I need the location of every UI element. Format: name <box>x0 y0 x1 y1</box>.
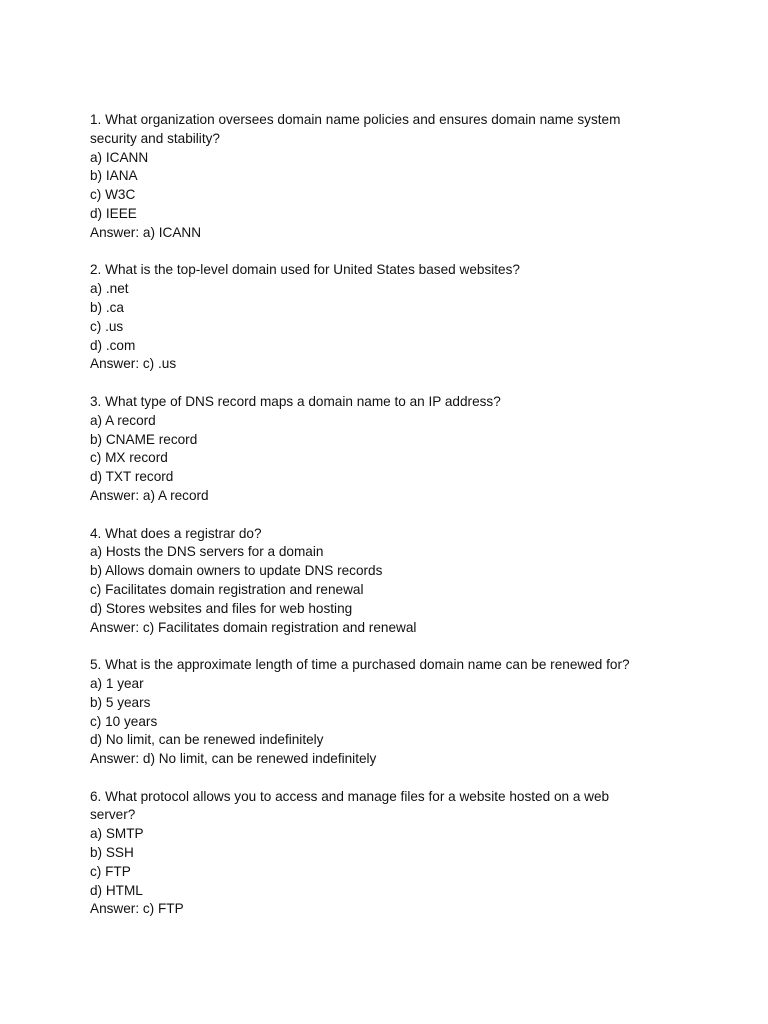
option-d: d) No limit, can be renewed indefinitely <box>90 732 324 748</box>
option-c: c) W3C <box>90 187 136 203</box>
option-d: d) HTML <box>90 882 143 898</box>
question-block-6 <box>90 788 650 920</box>
question-block-3 <box>90 393 650 506</box>
question-block-5 <box>90 656 650 769</box>
question-block-2 <box>90 261 650 374</box>
option-c: c) FTP <box>90 863 131 879</box>
option-b: b) Allows domain owners to update DNS records <box>90 563 383 579</box>
option-a: a) 1 year <box>90 675 144 691</box>
option-b: b) 5 years <box>90 694 151 710</box>
answer-text: Answer: a) ICANN <box>90 224 202 240</box>
question-block-4 <box>90 525 650 638</box>
option-d: d) TXT record <box>90 469 174 485</box>
option-b: b) SSH <box>90 845 134 861</box>
option-a: a) SMTP <box>90 826 144 842</box>
option-b: b) CNAME record <box>90 431 198 447</box>
option-c: c) 10 years <box>90 713 158 729</box>
answer-text: Answer: c) Facilitates domain registration and renewal <box>90 619 417 635</box>
option-a: a) .net <box>90 281 129 297</box>
option-c: c) .us <box>90 318 124 334</box>
option-d: d) IEEE <box>90 205 137 221</box>
option-c: c) MX record <box>90 450 168 466</box>
option-a: a) Hosts the DNS servers for a domain <box>90 544 324 560</box>
option-a: a) A record <box>90 412 156 428</box>
option-a: a) ICANN <box>90 149 149 165</box>
question-text: 1. What organization oversees domain name policies and ensures domain name system security and stability? <box>90 112 625 146</box>
question-text: 3. What type of DNS record maps a domain name to an IP address? <box>90 393 501 409</box>
answer-text: Answer: c) FTP <box>90 901 184 917</box>
option-d: d) .com <box>90 337 136 353</box>
option-d: d) Stores websites and files for web hosting <box>90 600 353 616</box>
question-text: 6. What protocol allows you to access and manage files for a website hosted on a web server? <box>90 788 613 823</box>
option-b: b) IANA <box>90 168 138 184</box>
question-text: 5. What is the approximate length of time a purchased domain name can be renewed for? <box>90 657 630 673</box>
option-c: c) Facilitates domain registration and renewal <box>90 581 364 597</box>
question-text: 4. What does a registrar do? <box>90 525 262 541</box>
answer-text: Answer: c) .us <box>90 356 177 372</box>
option-b: b) .ca <box>90 299 124 315</box>
answer-text: Answer: a) A record <box>90 487 209 503</box>
quiz-content <box>90 111 650 938</box>
answer-text: Answer: d) No limit, can be renewed indefinitely <box>90 751 377 767</box>
question-block-1 <box>90 111 650 243</box>
question-text: 2. What is the top-level domain used for United States based websites? <box>90 262 520 278</box>
